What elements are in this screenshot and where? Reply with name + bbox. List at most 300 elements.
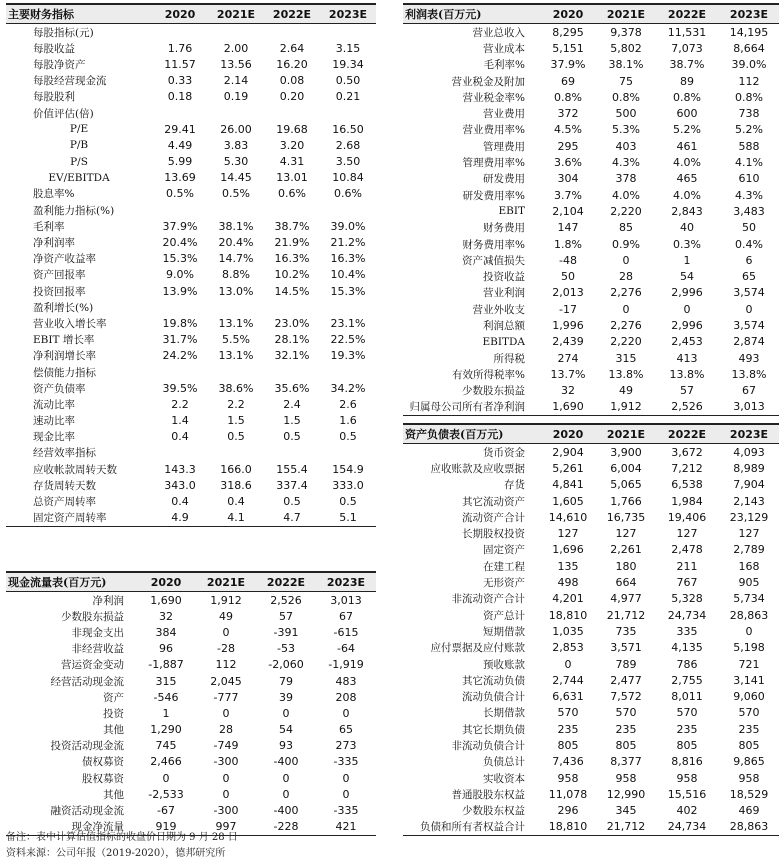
table-cell: 805 [615,738,637,752]
row-label: 每股经营现金流 [33,75,107,88]
table-cell: 50 [561,270,575,284]
table-cell: 465 [676,172,698,186]
table-cell: 50 [742,221,756,235]
table-cell: 483 [335,674,357,688]
table-cell: 3,574 [733,318,765,332]
table-cell [208,105,264,121]
table-row [6,429,376,445]
table-cell [264,299,320,315]
table-cell: 19.68 [276,122,308,136]
column-header: 2022E [655,4,719,24]
table-cell: 3.20 [279,138,305,152]
table-cell: 0 [162,771,170,785]
table-cell: 1.8% [554,237,582,251]
table-cell: 2.2 [227,397,245,411]
table-cell: 5.2% [673,123,701,137]
table-cell: 664 [615,576,637,590]
table-cell: 315 [155,674,177,688]
table-cell: 2,789 [733,543,765,557]
table-cell: 3,571 [610,641,642,655]
table-cell: 500 [615,107,637,121]
table-cell: -400 [273,804,299,818]
row-label: 股权募资 [82,772,124,785]
table-cell: 745 [155,739,177,753]
table-cell: 2,453 [671,335,703,349]
table-cell: 1.4 [171,414,189,428]
table-cell: 5.30 [223,155,249,169]
table-cell: 13.9% [162,284,198,298]
row-label: 每股股利 [33,91,75,104]
table-cell: 208 [335,690,357,704]
table-cell: -64 [337,642,355,656]
table-row [403,40,779,56]
table-row [403,383,779,399]
table-header [6,572,376,592]
row-label: 研发费用率% [462,189,525,202]
row-label: 管理费用率% [462,157,525,170]
table-cell: 0 [622,253,630,267]
table-cell [320,299,376,315]
table-cell: 4,841 [552,478,584,492]
table-cell: 19.34 [332,57,364,71]
row-label: 价值评估(倍) [33,107,94,120]
table-row [6,657,376,673]
table-row [403,574,779,590]
table-cell: 0.8% [554,90,582,104]
row-label: 毛利率 [33,220,65,233]
table-cell: 0 [342,706,350,720]
row-label: 融资活动现金流 [50,805,124,818]
table-row [6,461,376,477]
table-cell [320,445,376,461]
table-row [403,770,779,786]
table-cell: 2,526 [655,399,719,416]
table-cell: 5.99 [167,155,193,169]
main-indicators-table [6,3,376,527]
table-cell: 89 [680,74,694,88]
table-cell: 0.9% [612,237,640,251]
table-cell: 23.0% [274,316,310,330]
table-cell: -391 [273,625,299,639]
row-label: 总资产周转率 [33,496,96,509]
table-cell [208,299,264,315]
table-row [403,591,779,607]
table-cell: 378 [615,172,637,186]
table-cell: 8,664 [733,41,765,55]
table-cell: 318.6 [220,478,252,492]
table-cell: 997 [196,819,256,836]
table-cell: 2,276 [610,318,642,332]
table-row [403,705,779,721]
table-cell: 4.0% [673,188,701,202]
table-cell: 19,406 [667,510,707,524]
row-label: 固定资产 [483,544,525,557]
row-label: 营业成本 [483,42,525,55]
table-row [403,73,779,89]
column-header: 2021E [208,4,264,24]
table-row [6,40,376,56]
row-label: 固定资产周转率 [6,510,152,527]
table-cell: 4.3% [735,188,763,202]
table-row [403,334,779,350]
table-cell: 2.6 [339,397,357,411]
table-title: 现金流量表(百万元) [6,572,136,592]
table-cell: 735 [615,624,637,638]
row-label: EBIT [498,205,525,218]
table-cell: 19.3% [330,349,366,363]
table-cell: 2,996 [671,286,703,300]
table-cell: 1.76 [167,41,193,55]
table-cell: 127 [738,527,760,541]
table-cell: 0 [222,787,230,801]
table-cell: 16.20 [276,57,308,71]
table-row [6,332,376,348]
row-label: 资产负债率 [33,382,86,395]
row-label: P/E [69,123,89,136]
table-row [403,57,779,73]
table-cell: 13.8% [669,367,705,381]
table-cell: 0.4 [227,495,245,509]
table-row [403,203,779,219]
table-cell: 18,810 [539,819,597,836]
table-cell: 154.9 [332,462,364,476]
table-cell: 273 [335,739,357,753]
table-row [6,802,376,818]
table-cell: 2,143 [733,494,765,508]
table-cell: 304 [557,172,579,186]
row-label: 有效所得税率% [452,368,525,381]
table-cell: 4.5% [554,123,582,137]
table-cell: 31.7% [162,333,198,347]
table-cell: 32.1% [274,349,310,363]
table-cell: 343.0 [164,478,196,492]
table-cell: 498 [557,576,579,590]
table-row [6,493,376,509]
table-cell: 0.4% [735,237,763,251]
row-label: 净利润率 [33,237,75,250]
table-cell: 235 [738,722,760,736]
table-cell [320,202,376,218]
row-label: 无形资产 [483,577,525,590]
table-cell: 4,201 [552,592,584,606]
table-cell [320,24,376,41]
table-row [6,641,376,657]
table-cell: 28 [219,723,233,737]
table-cell: 296 [557,804,579,818]
column-header: 2022E [264,4,320,24]
table-cell: 461 [676,139,698,153]
row-label: 投资回报率 [33,285,86,298]
row-label: 归属母公司所有者净利润 [403,399,539,416]
table-cell: 57 [279,609,293,623]
table-cell: 345 [615,804,637,818]
table-cell: 0.5% [166,187,194,201]
table-cell: 11,531 [667,25,707,39]
table-cell: 2,276 [610,286,642,300]
table-row [403,444,779,461]
table-cell [152,105,208,121]
table-cell: 12,990 [606,787,646,801]
table-cell: 54 [680,270,694,284]
table-cell: 85 [619,221,633,235]
table-row [403,737,779,753]
table-cell: 2,526 [270,593,302,607]
table-cell: 1,035 [552,624,584,638]
table-row [403,89,779,105]
row-label: 应付票据及应付账款 [430,642,525,655]
income-statement-table [403,3,779,416]
table-cell: 69 [561,74,575,88]
table-cell: 6 [745,253,753,267]
table-row [403,477,779,493]
table-cell: -615 [333,625,359,639]
table-cell: 335 [676,624,698,638]
table-cell: 2,477 [610,673,642,687]
table-row [6,770,376,786]
table-cell: 13.01 [276,171,308,185]
row-label: 债权募资 [82,756,124,769]
table-cell: 3.15 [335,41,361,55]
table-cell: 21,712 [597,819,655,836]
table-row [6,283,376,299]
remark-note: 备注：表中计算估值指标的收盘价日期为 9 月 28 日 [6,832,238,843]
table-cell: 5,151 [552,41,584,55]
table-cell: 39.0% [330,219,366,233]
table-cell: 4.7 [264,510,320,527]
table-cell: 2,439 [552,335,584,349]
section-row [6,364,376,380]
table-cell: 1.6 [339,414,357,428]
table-cell: 14.5% [274,284,310,298]
section-row [6,24,376,41]
row-label: 投资活动现金流 [50,740,124,753]
table-cell: 2,013 [552,286,584,300]
table-cell [152,299,208,315]
table-row [6,754,376,770]
table-cell: 2,104 [552,204,584,218]
table-row [6,608,376,624]
table-cell: 5.1 [320,510,376,527]
table-cell: 7,436 [552,755,584,769]
column-header: 2020 [136,572,196,592]
table-cell: 1.5 [283,414,301,428]
table-cell: 3,900 [610,445,642,459]
row-label: 盈利能力指标(%) [33,204,115,217]
table-cell: 13.1% [218,316,254,330]
table-cell: 805 [557,738,579,752]
table-row [6,673,376,689]
table-cell: -300 [213,755,239,769]
table-cell: 2,874 [733,335,765,349]
section-row [6,445,376,461]
row-label: 货币资金 [483,446,525,459]
row-label: 管理费用 [483,140,525,153]
row-label: 其它流动资产 [462,495,525,508]
row-label: 营业利润 [483,287,525,300]
table-row [403,252,779,268]
row-label: 非经营收益 [71,643,124,656]
table-cell: 13.8% [608,367,644,381]
table-cell: 0.8% [735,90,763,104]
table-cell: 7,212 [671,461,703,475]
table-cell: 1,766 [610,494,642,508]
table-cell: 905 [738,576,760,590]
table-cell: 2.00 [223,41,249,55]
row-label: 非流动负债合计 [451,739,525,752]
table-cell: 5,065 [610,478,642,492]
table-row [403,493,779,509]
table-row [403,542,779,558]
table-cell: 9,378 [610,25,642,39]
table-row [403,24,779,41]
table-row [403,688,779,704]
table-row [403,509,779,525]
table-cell: 0.5 [283,495,301,509]
table-cell: 127 [557,527,579,541]
row-label: 普通股股东权益 [451,788,525,801]
row-label: 资产回报率 [33,269,86,282]
row-label: 投资收益 [483,271,525,284]
table-cell: 38.6% [218,381,254,395]
table-cell: -53 [277,642,295,656]
row-label: 长期借款 [483,707,525,720]
row-label: 短期借款 [483,625,525,638]
column-header: 2023E [320,4,376,24]
table-cell: 8,989 [733,461,765,475]
row-label: 营业外收支 [472,303,525,316]
row-label: 营业税金率% [462,91,525,104]
table-cell: 40 [680,221,694,235]
table-row [403,525,779,541]
table-cell: 3.7% [554,188,582,202]
row-label: 非流动资产合计 [451,593,525,606]
table-cell: 28,863 [729,608,769,622]
table-cell: 54 [279,723,293,737]
table-cell: 32 [561,384,575,398]
row-label: 所得税 [493,352,525,365]
table-row [403,558,779,574]
row-label: 营业费用 [483,108,525,121]
table-cell: 3.6% [554,156,582,170]
table-cell: 16,735 [606,510,646,524]
table-row [403,366,779,382]
table-cell [208,445,264,461]
table-cell: 958 [676,771,698,785]
table-cell: 5,198 [733,641,765,655]
table-cell: 20.4% [218,236,254,250]
table-row [6,705,376,721]
table-cell: 0 [745,302,753,316]
table-cell: -1,887 [148,658,184,672]
table-cell: 0.50 [335,74,361,88]
row-label: 每股指标(元) [33,26,94,39]
table-cell: -1,919 [328,658,364,672]
table-cell [152,445,208,461]
table-cell: 3.50 [335,155,361,169]
table-cell: 7,904 [733,478,765,492]
table-cell: 570 [557,706,579,720]
table-cell: 0.6% [278,187,306,201]
table-cell: 14,195 [729,25,769,39]
table-cell [152,24,208,41]
table-row [403,607,779,623]
table-row [6,738,376,754]
table-cell: -48 [559,253,577,267]
row-label: 流动资产合计 [462,511,525,524]
table-cell: 13.7% [550,367,586,381]
table-row [403,721,779,737]
table-cell: 4.49 [167,138,193,152]
table-cell: 5,802 [610,41,642,55]
table-cell: 4.0% [612,188,640,202]
section-row [6,299,376,315]
table-cell: 0 [745,624,753,638]
table-cell: -28 [217,642,235,656]
table-cell: -67 [157,804,175,818]
table-cell: 610 [738,172,760,186]
table-cell: 919 [136,819,196,836]
table-cell: 57 [680,384,694,398]
table-cell: 0 [342,787,350,801]
table-cell: 2,220 [610,335,642,349]
table-cell: -300 [213,804,239,818]
row-label: 净资产收益率 [33,253,96,266]
row-label: 资产 [103,691,124,704]
table-cell: 5.3% [612,123,640,137]
table-cell: 315 [615,351,637,365]
row-label: 资产总计 [483,609,525,622]
row-label: 毛利率% [483,59,525,72]
table-cell: 2,744 [552,673,584,687]
row-label: 应收帐款周转天数 [33,463,117,476]
section-row [6,105,376,121]
table-cell: 2,478 [671,543,703,557]
table-cell: 3,672 [671,445,703,459]
row-label: 研发费用 [483,173,525,186]
table-cell: 4.3% [612,156,640,170]
table-cell: 28.1% [274,333,310,347]
table-row [403,786,779,802]
table-row [403,154,779,170]
table-cell: 32 [159,609,173,623]
table-cell: 13.0% [218,284,254,298]
table-cell: 15.3% [330,284,366,298]
column-header: 2021E [196,572,256,592]
table-row [403,220,779,236]
row-label: 流动比率 [33,398,75,411]
table-cell: 337.4 [276,478,308,492]
row-label: 应收账款及应收票据 [430,462,525,475]
column-header: 2021E [597,424,655,444]
table-row [6,396,376,412]
row-label: 现金比率 [33,431,75,444]
table-cell: 1,912 [210,593,242,607]
table-cell: 6,004 [610,461,642,475]
table-cell: 0 [683,302,691,316]
table-cell: 143.3 [164,462,196,476]
table-cell: 13.56 [220,57,252,71]
row-label: 每股收益 [33,42,75,55]
row-label: 利润总额 [483,319,525,332]
table-cell: 8,295 [552,25,584,39]
table-cell: 6,631 [552,690,584,704]
table-cell: 4.1 [208,510,264,527]
table-cell: 8,011 [671,690,703,704]
table-cell: 2,853 [552,641,584,655]
table-cell: 2,045 [210,674,242,688]
row-label: 营业税金及附加 [451,75,525,88]
table-cell: -400 [273,755,299,769]
